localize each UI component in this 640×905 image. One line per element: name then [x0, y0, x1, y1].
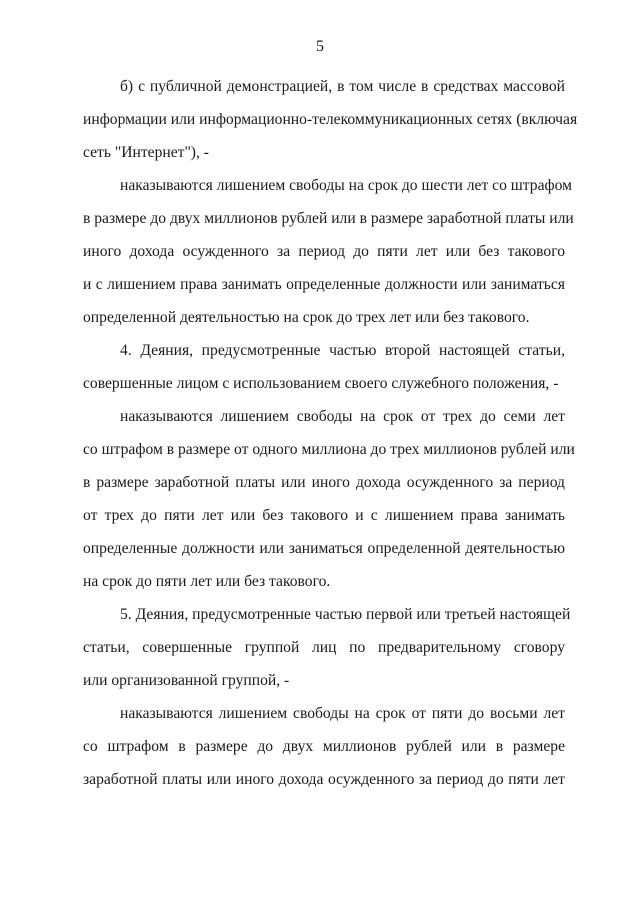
paragraph-penalty-3 — [83, 704, 565, 803]
text-line: наказываются лишением свободы на срок от пяти до восьми лет — [120, 705, 565, 722]
paragraph-part-4 — [83, 341, 565, 407]
text-line: заработной платы или иного дохода осужденного за период до пяти лет — [83, 771, 565, 788]
text-line: определенные должности или заниматься определенной деятельностью — [83, 540, 565, 557]
text-line: иного дохода осужденного за период до пяти лет или без такового — [83, 243, 565, 260]
text-line: наказываются лишением свободы на срок от трех до семи лет — [120, 408, 565, 425]
text-line: и с лишением права занимать определенные должности или заниматься — [83, 276, 565, 293]
text-line: от трех до пяти лет или без такового и с лишением права занимать — [83, 507, 565, 524]
text-line: или организованной группой, - — [83, 672, 290, 689]
text-line: б) с публичной демонстрацией, в том числе в средствах массовой — [120, 78, 565, 95]
text-line: в размере заработной платы или иного дохода осужденного за период — [83, 474, 565, 491]
text-line: на срок до пяти лет или без такового. — [83, 573, 331, 590]
text-line: наказываются лишением свободы на срок до шести лет со штрафом — [120, 177, 572, 194]
page-number: 5 — [316, 38, 324, 55]
text-line: статьи, совершенные группой лиц по предварительному сговору — [83, 639, 565, 656]
text-line: в размере до двух миллионов рублей или в размере заработной платы или — [83, 210, 574, 227]
text-line: определенной деятельностью на срок до трех лет или без такового. — [83, 309, 530, 326]
text-line: со штрафом в размере от одного миллиона до трех миллионов рублей или — [83, 441, 575, 458]
text-line: совершенные лицом с использованием своего служебного положения, - — [83, 375, 559, 392]
text-line: информации или информационно-телекоммуникационных сетях (включая — [83, 111, 578, 128]
document-body — [83, 77, 578, 803]
paragraph-b-public-demonstration — [83, 77, 578, 176]
text-line: 4. Деяния, предусмотренные частью второй настоящей статьи, — [120, 342, 565, 359]
text-line: 5. Деяния, предусмотренные частью первой или третьей настоящей — [120, 606, 571, 623]
text-line: со штрафом в размере до двух миллионов рублей или в размере — [83, 738, 565, 755]
paragraph-penalty-2 — [83, 407, 575, 605]
text-line: сеть "Интернет"), - — [83, 144, 209, 161]
paragraph-penalty-1 — [83, 176, 574, 341]
paragraph-part-5 — [83, 605, 571, 704]
